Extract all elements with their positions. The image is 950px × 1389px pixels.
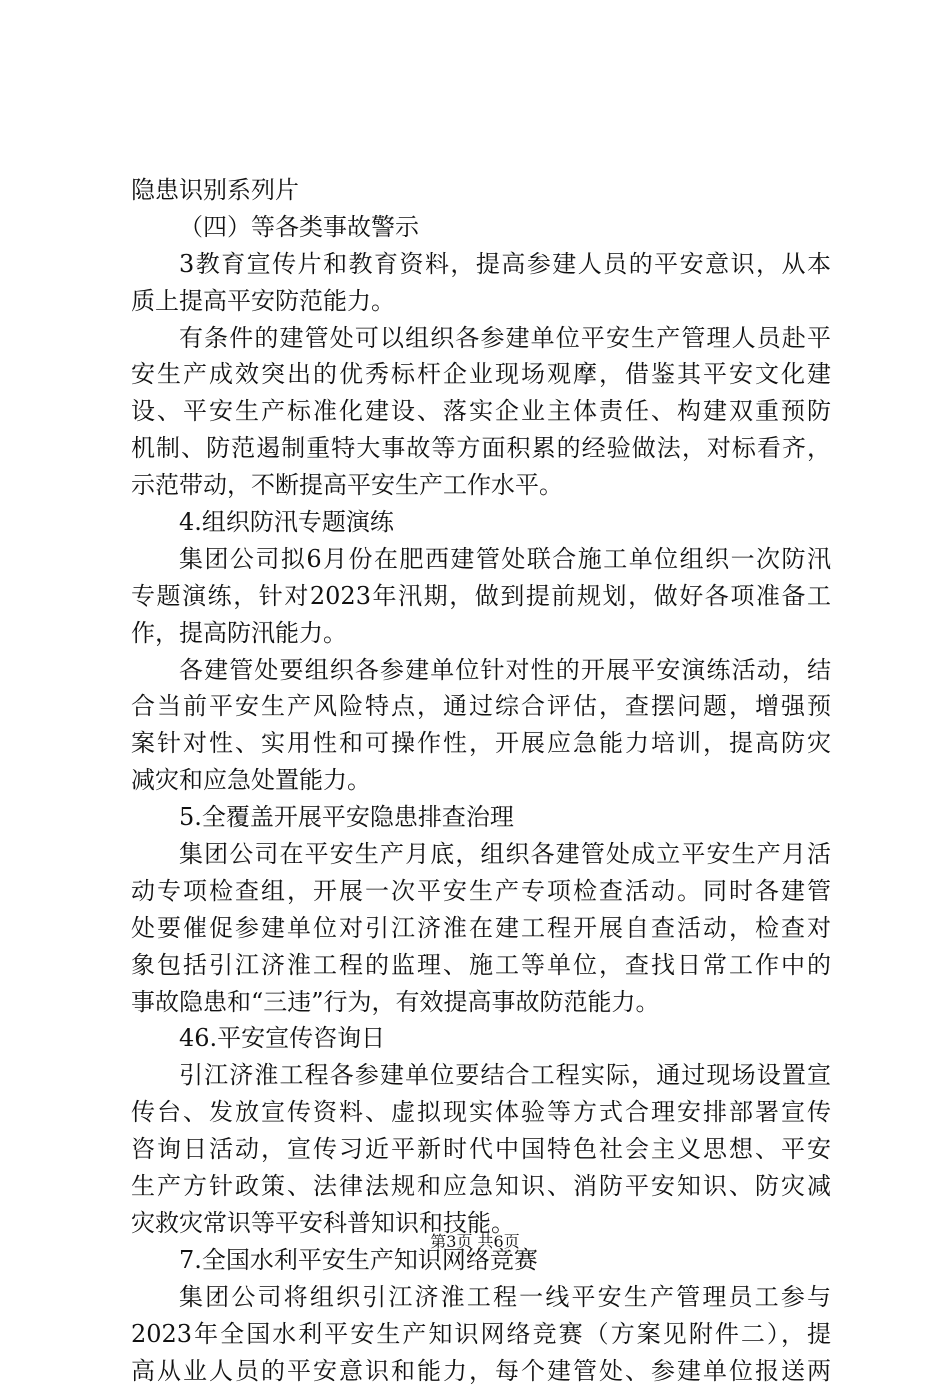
text-line: 集团公司拟6月份在肥西建管处联合施工单位组织一次防汛 (131, 541, 831, 578)
text-line: 专题演练，针对2023年汛期，做到提前规划，做好各项准备工 (131, 578, 831, 615)
section-heading: 46.平安宣传咨询日 (131, 1020, 831, 1057)
text-line: 安生产成效突出的优秀标杆企业现场观摩，借鉴其平安文化建 (131, 356, 831, 393)
section-heading: 5.全覆盖开展平安隐患排查治理 (131, 799, 831, 836)
text-line: 合当前平安生产风险特点，通过综合评估，查摆问题，增强预 (131, 688, 831, 725)
text-line: 2023年全国水利平安生产知识网络竞赛（方案见附件二），提 (131, 1316, 831, 1353)
text-line: 传台、发放宣传资料、虚拟现实体验等方式合理安排部署宣传 (131, 1094, 831, 1131)
text-line: 案针对性、实用性和可操作性，开展应急能力培训，提高防灾 (131, 725, 831, 762)
text-line: 有条件的建管处可以组织各参建单位平安生产管理人员赴平 (131, 320, 831, 357)
text-line: 作，提高防汛能力。 (131, 615, 831, 652)
text-line: 处要催促参建单位对引江济淮在建工程开展自查活动，检查对 (131, 910, 831, 947)
text-line: 集团公司将组织引江济淮工程一线平安生产管理员工参与 (131, 1279, 831, 1316)
text-line: 隐患识别系列片 (131, 172, 831, 209)
text-line: 咨询日活动，宣传习近平新时代中国特色社会主义思想、平安 (131, 1131, 831, 1168)
text-line: 集团公司在平安生产月底，组织各建管处成立平安生产月活 (131, 836, 831, 873)
text-line: 设、平安生产标准化建设、落实企业主体责任、构建双重预防 (131, 393, 831, 430)
text-line: 示范带动，不断提高平安生产工作水平。 (131, 467, 831, 504)
text-line: 动专项检查组，开展一次平安生产专项检查活动。同时各建管 (131, 873, 831, 910)
text-line: 高从业人员的平安意识和能力，每个建管处、参建单位报送两 (131, 1353, 831, 1389)
section-heading: 7.全国水利平安生产知识网络竞赛 (131, 1242, 831, 1279)
text-line: 生产方针政策、法律法规和应急知识、消防平安知识、防灾减 (131, 1168, 831, 1205)
section-heading: 4.组织防汛专题演练 (131, 504, 831, 541)
text-line: 灾救灾常识等平安科普知识和技能。 (131, 1205, 831, 1242)
text-line: 机制、防范遏制重特大事故等方面积累的经验做法，对标看齐， (131, 430, 831, 467)
page-number: 第3页 共6页 (0, 1232, 950, 1252)
section-heading: （四）等各类事故警示 (131, 209, 831, 246)
text-line: 减灾和应急处置能力。 (131, 762, 831, 799)
text-line: 3教育宣传片和教育资料，提高参建人员的平安意识，从本 (131, 246, 831, 283)
text-line: 各建管处要组织各参建单位针对性的开展平安演练活动，结 (131, 652, 831, 689)
text-line: 质上提高平安防范能力。 (131, 283, 831, 320)
text-line: 事故隐患和“三违”行为，有效提高事故防范能力。 (131, 984, 831, 1021)
document-body (131, 172, 831, 1389)
text-line: 引江济淮工程各参建单位要结合工程实际，通过现场设置宣 (131, 1057, 831, 1094)
text-line: 象包括引江济淮工程的监理、施工等单位，查找日常工作中的 (131, 947, 831, 984)
